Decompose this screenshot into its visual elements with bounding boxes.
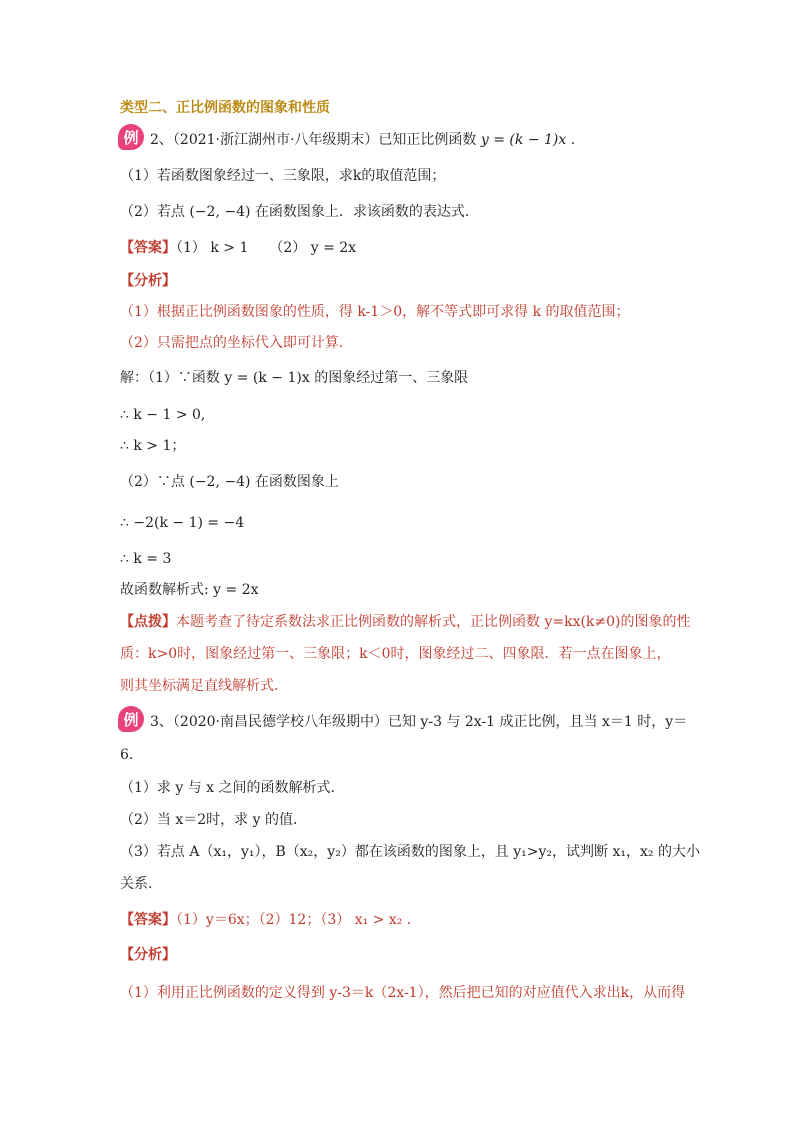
tip-text-1: 本题考查了待定系数法求正比例函数的解析式，正比例函数 y=kx(k≠0)的图象的性	[176, 614, 691, 630]
section-title: 类型二、正比例函数的图象和性质	[120, 100, 330, 116]
example-3-analysis-1: （1）利用正比例函数的定义得到 y-3＝k（2x-1），然后把已知的对应值代入求出k，从而得	[120, 985, 686, 1001]
example-badge-icon: 例	[118, 124, 144, 150]
solution-line-5: ∴ −2(k − 1) = −4	[120, 515, 245, 531]
solution-line-2: ∴ k − 1 > 0,	[120, 407, 206, 423]
example-3-question-2: （2）当 x＝2时，求 y 的值．	[120, 812, 307, 828]
tip-line-1	[120, 612, 691, 632]
solution-line-6: ∴ k = 3	[120, 551, 172, 567]
example-2-question-2: （2）若点 (−2, −4) 在函数图象上．求该函数的表达式．	[120, 204, 479, 220]
tip-line-2: 质：k>0时，图象经过第一、三象限；k＜0时，图象经过二、四象限．若一点在图象上，	[120, 646, 671, 662]
solution-line-7: 故函数解析式: y = 2x	[120, 582, 259, 598]
answer-text: （1） k > 1 （2） y = 2x	[176, 240, 357, 256]
example-3-question-3b: 关系．	[120, 876, 162, 892]
example-2-answer	[120, 238, 356, 258]
answer-label: 【答案】	[120, 912, 176, 928]
example-3-answer	[120, 910, 421, 930]
tip-label: 【点拨】	[120, 614, 176, 630]
example-2-function: y = (k − 1)x .	[480, 132, 576, 148]
example-2-analysis-1: （1）根据正比例函数图象的性质，得 k-1＞0，解不等式即可求得 k 的取值范围；	[120, 304, 630, 320]
example-2-question-1: （1）若函数图象经过一、三象限，求k的取值范围；	[120, 168, 446, 184]
example-3-analysis-label: 【分析】	[120, 947, 176, 963]
example-2-intro	[150, 130, 575, 150]
solution-line-3: ∴ k > 1；	[120, 438, 186, 454]
answer-text: （1）y＝6x；（2）12；（3） x₁ > x₂ ．	[176, 912, 421, 928]
example-2-intro-text: 2、（2021·浙江湖州市·八年级期末）已知正比例函数	[150, 132, 477, 148]
example-2-analysis-label: 【分析】	[120, 273, 176, 289]
solution-line-1: 解：（1）∵函数 y = (k − 1)x 的图象经过第一、三象限	[120, 370, 469, 386]
example-2-analysis-2: （2）只需把点的坐标代入即可计算．	[120, 335, 353, 351]
example-3-question-3a: （3）若点 A（x₁，y₁），B（x₂，y₂）都在该函数的图象上，且 y₁>y₂，试判断 x₁，x₂ 的大小	[120, 844, 700, 860]
answer-label: 【答案】	[120, 240, 176, 256]
example-3-intro-2: 6．	[120, 747, 143, 763]
tip-line-3: 则其坐标满足直线解析式．	[120, 678, 288, 694]
example-3-intro-1: 3、（2020·南昌民德学校八年级期中）已知 y-3 与 2x-1 成正比例，且当 x＝1 时，y＝	[150, 714, 688, 730]
solution-line-4: （2）∵点 (−2, −4) 在函数图象上	[120, 474, 339, 490]
example-3-question-1: （1）求 y 与 x 之间的函数解析式．	[120, 780, 345, 796]
example-badge-icon: 例	[118, 706, 144, 732]
